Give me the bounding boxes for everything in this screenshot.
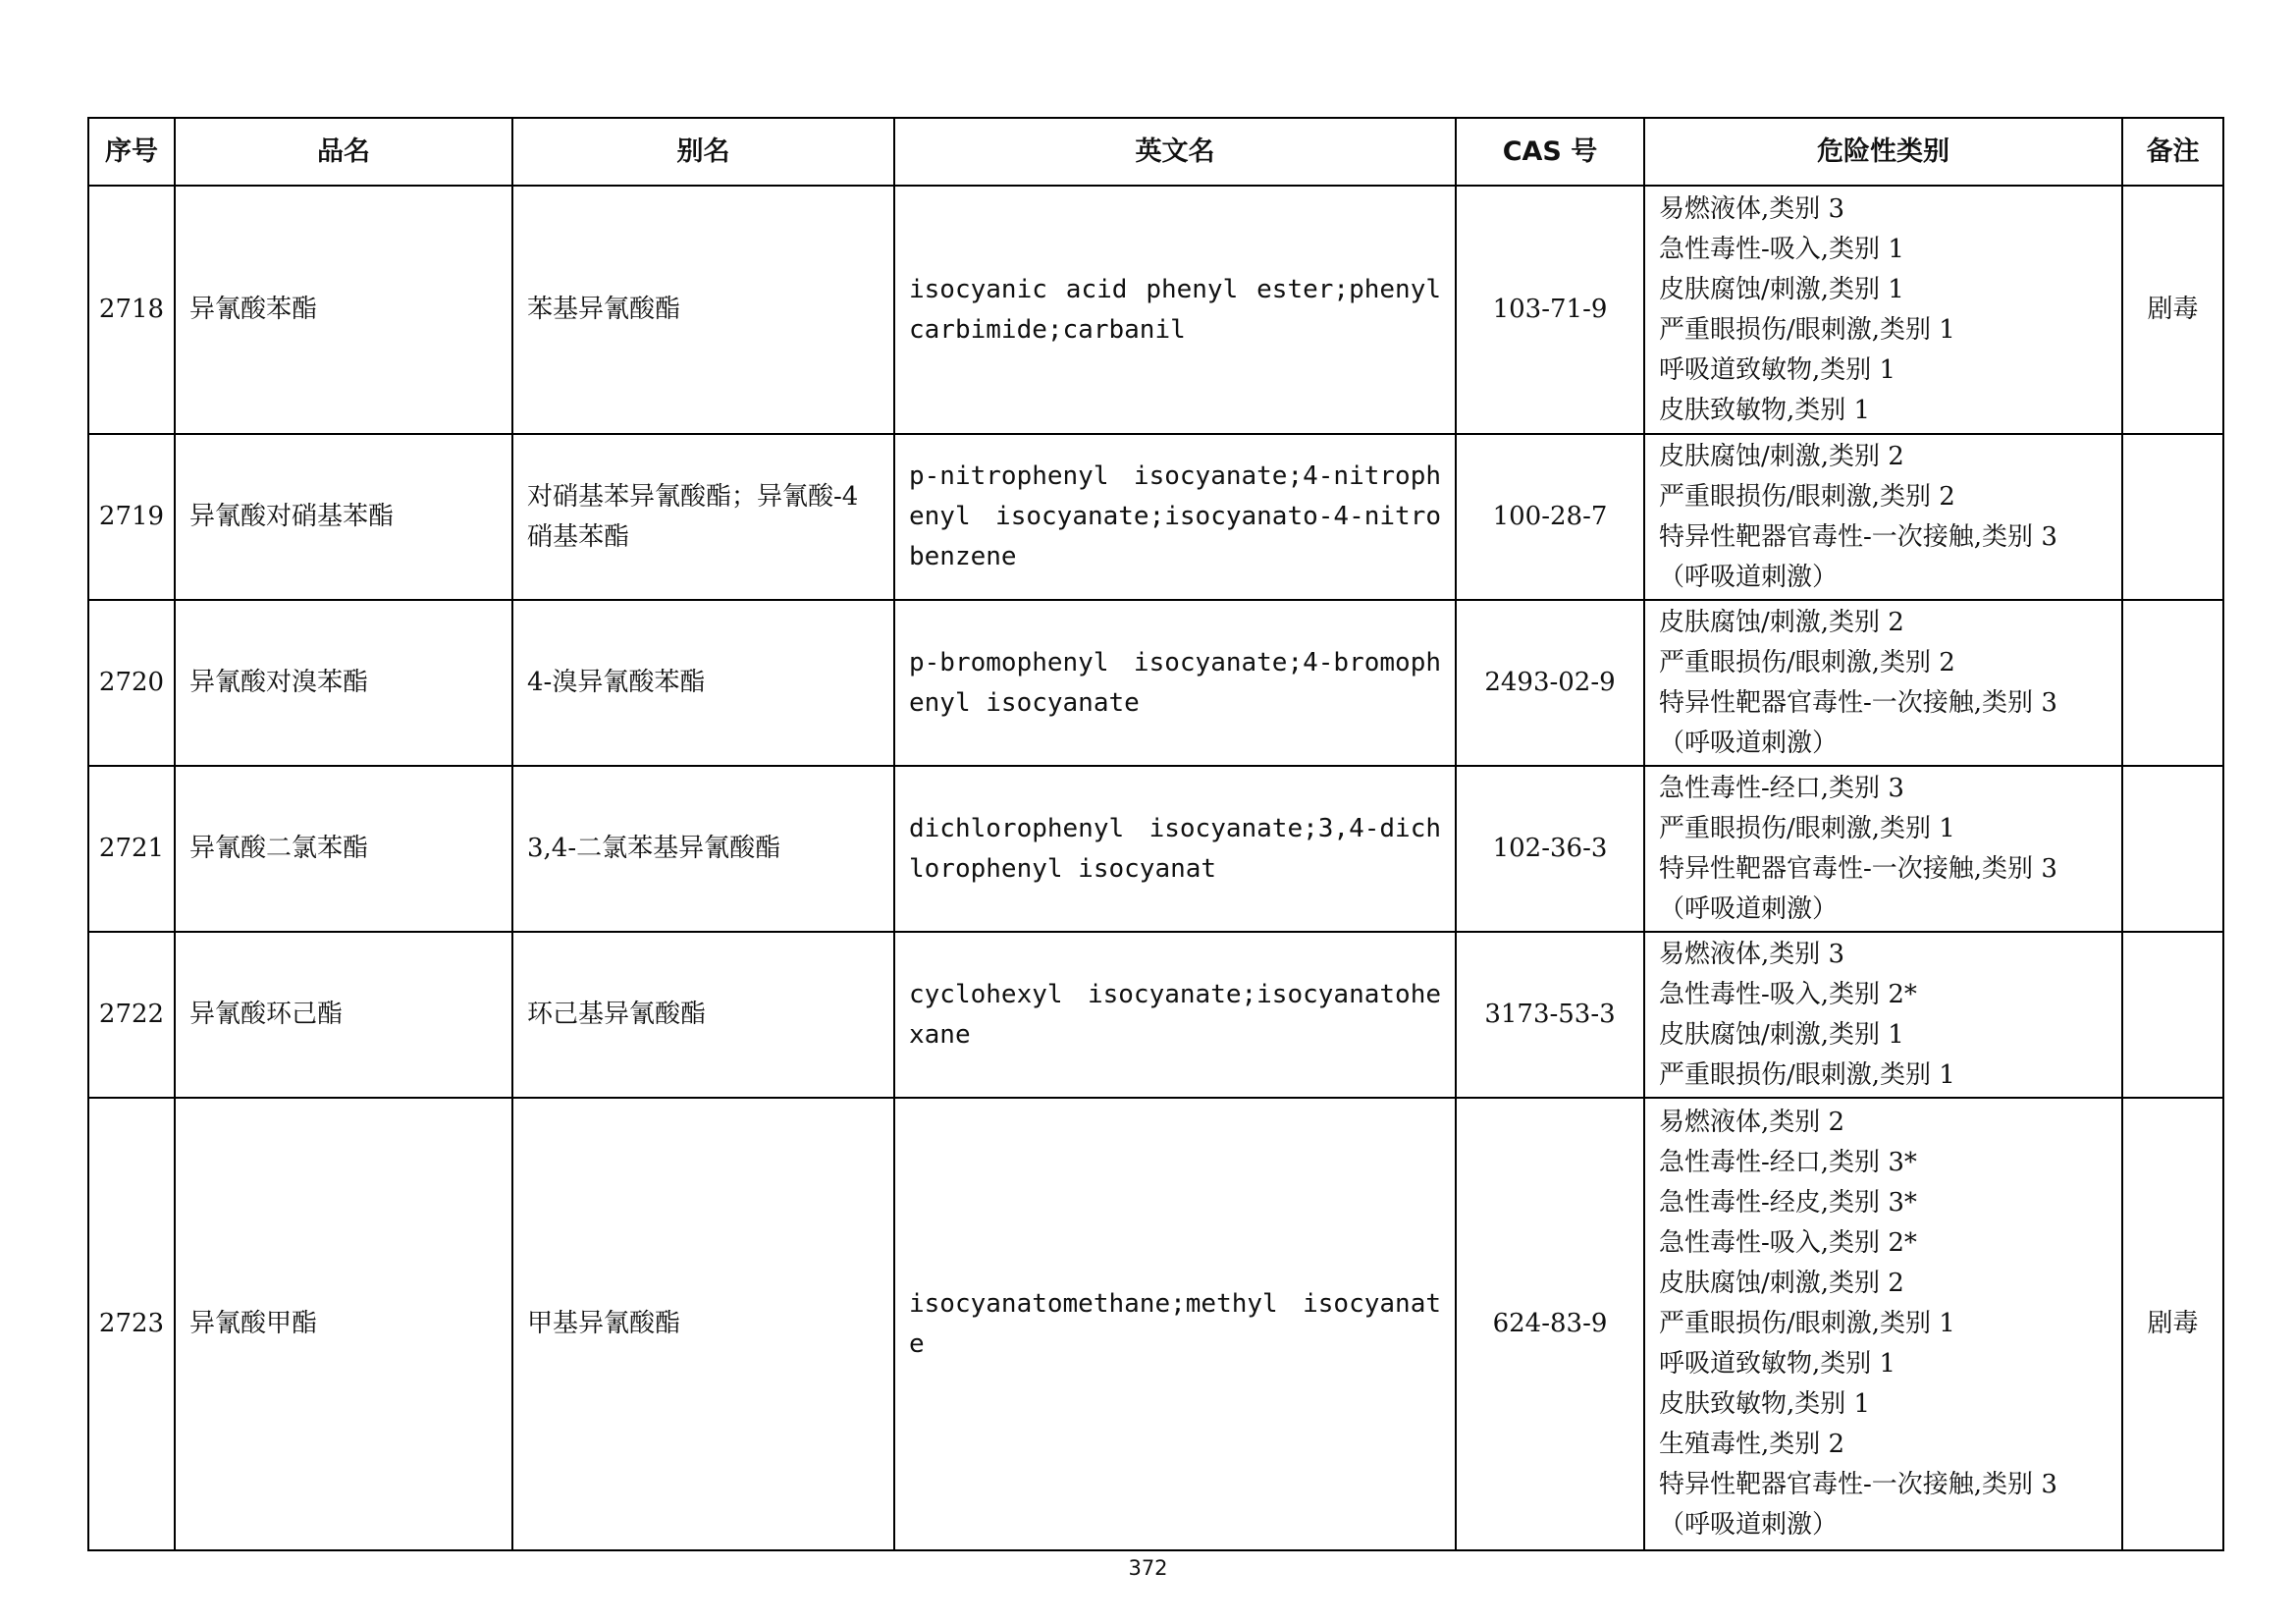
cell-note: 剧毒 [2122, 1098, 2223, 1550]
cell-name: 异氰酸环己酯 [175, 932, 512, 1098]
header-no: 序号 [88, 118, 175, 186]
table-row [88, 600, 2223, 766]
hazard-line: 严重眼损伤/眼刺激,类别 2 [1659, 647, 1955, 677]
cell-hazard-class [1644, 600, 2122, 766]
table-row [88, 766, 2223, 932]
hazard-line: （呼吸道刺激） [1659, 562, 1839, 592]
hazard-line: 特异性靶器官毒性-一次接触,类别 3 [1659, 853, 2057, 884]
hazard-line: 特异性靶器官毒性-一次接触,类别 3 [1659, 521, 2057, 552]
hazard-line: 急性毒性-吸入,类别 2* [1659, 979, 1917, 1009]
header-english-name: 英文名 [894, 118, 1456, 186]
cell-note [2122, 434, 2223, 600]
header-hazard-class: 危险性类别 [1644, 118, 2122, 186]
table-row [88, 186, 2223, 434]
table-row [88, 932, 2223, 1098]
cell-no: 2722 [88, 932, 175, 1098]
header-alias: 别名 [512, 118, 894, 186]
hazard-line: 易燃液体,类别 3 [1659, 939, 1845, 969]
hazard-line: 急性毒性-经口,类别 3 [1659, 773, 1904, 803]
table-row [88, 434, 2223, 600]
cell-alias: 苯基异氰酸酯 [512, 186, 894, 434]
header-cas: CAS 号 [1456, 118, 1644, 186]
hazard-line: 皮肤腐蚀/刺激,类别 2 [1659, 441, 1904, 471]
hazard-line: 严重眼损伤/眼刺激,类别 2 [1659, 481, 1955, 512]
header-name: 品名 [175, 118, 512, 186]
hazard-line: 皮肤致敏物,类别 1 [1659, 1389, 1871, 1419]
cell-hazard-class [1644, 932, 2122, 1098]
hazard-line: （呼吸道刺激） [1659, 1510, 1839, 1540]
cell-hazard-class [1644, 1098, 2122, 1550]
hazard-line: 特异性靶器官毒性-一次接触,类别 3 [1659, 687, 2057, 718]
cell-name: 异氰酸二氯苯酯 [175, 766, 512, 932]
hazard-line: 皮肤腐蚀/刺激,类别 2 [1659, 1269, 1904, 1298]
cell-english-name: isocyanic acid phenyl ester;phenylcarbimide;carbanil [894, 186, 1456, 434]
cell-no: 2719 [88, 434, 175, 600]
table-row [88, 1098, 2223, 1550]
header-note: 备注 [2122, 118, 2223, 186]
hazard-line: （呼吸道刺激） [1659, 893, 1839, 924]
cell-hazard-class [1644, 766, 2122, 932]
cell-alias: 3,4-二氯苯基异氰酸酯 [512, 766, 894, 932]
cell-note: 剧毒 [2122, 186, 2223, 434]
hazard-line: 严重眼损伤/眼刺激,类别 1 [1659, 813, 1955, 843]
hazard-line: 急性毒性-经口,类别 3* [1659, 1148, 1917, 1177]
cell-cas: 103-71-9 [1456, 186, 1644, 434]
hazard-line: 急性毒性-经皮,类别 3* [1659, 1188, 1917, 1218]
hazard-line: 严重眼损伤/眼刺激,类别 1 [1659, 1059, 1955, 1090]
cell-name: 异氰酸甲酯 [175, 1098, 512, 1550]
hazard-line: 急性毒性-吸入,类别 1 [1659, 234, 1904, 264]
cell-name: 异氰酸苯酯 [175, 186, 512, 434]
hazard-line: 严重眼损伤/眼刺激,类别 1 [1659, 314, 1955, 345]
cell-alias: 环己基异氰酸酯 [512, 932, 894, 1098]
cell-cas: 624-83-9 [1456, 1098, 1644, 1550]
cell-hazard-class [1644, 186, 2122, 434]
table-body [88, 186, 2223, 1550]
hazard-line: 易燃液体,类别 3 [1659, 193, 1845, 224]
hazard-line: 特异性靶器官毒性-一次接触,类别 3 [1659, 1470, 2057, 1499]
hazard-line: 呼吸道致敏物,类别 1 [1659, 1349, 1896, 1379]
cell-no: 2718 [88, 186, 175, 434]
cell-english-name: p-bromophenyl isocyanate;4-bromophenyl isocyanate [894, 600, 1456, 766]
hazard-line: 皮肤腐蚀/刺激,类别 1 [1659, 1019, 1904, 1050]
hazard-line: 呼吸道致敏物,类别 1 [1659, 354, 1896, 385]
cell-name: 异氰酸对溴苯酯 [175, 600, 512, 766]
hazard-line: 生殖毒性,类别 2 [1659, 1430, 1845, 1459]
cell-cas: 102-36-3 [1456, 766, 1644, 932]
hazard-line: 严重眼损伤/眼刺激,类别 1 [1659, 1309, 1955, 1338]
chemical-table [87, 117, 2224, 1551]
hazard-line: 皮肤腐蚀/刺激,类别 1 [1659, 274, 1904, 304]
table-header [88, 118, 2223, 186]
hazard-line: 急性毒性-吸入,类别 2* [1659, 1228, 1917, 1258]
cell-english-name: cyclohexyl isocyanate;isocyanatohexane [894, 932, 1456, 1098]
cell-cas: 100-28-7 [1456, 434, 1644, 600]
cell-english-name: isocyanatomethane;methyl isocyanate [894, 1098, 1456, 1550]
hazard-line: 皮肤致敏物,类别 1 [1659, 395, 1871, 425]
header-row [88, 118, 2223, 186]
cell-english-name: p-nitrophenyl isocyanate;4-nitrophenyl isocyanate;isocyanato-4-nitrobenzene [894, 434, 1456, 600]
hazard-line: 易燃液体,类别 2 [1659, 1108, 1845, 1137]
cell-note [2122, 766, 2223, 932]
hazard-line: （呼吸道刺激） [1659, 728, 1839, 758]
cell-no: 2720 [88, 600, 175, 766]
hazard-line: 皮肤腐蚀/刺激,类别 2 [1659, 607, 1904, 637]
cell-no: 2723 [88, 1098, 175, 1550]
cell-alias: 甲基异氰酸酯 [512, 1098, 894, 1550]
cell-note [2122, 600, 2223, 766]
cell-name: 异氰酸对硝基苯酯 [175, 434, 512, 600]
cell-note [2122, 932, 2223, 1098]
cell-no: 2721 [88, 766, 175, 932]
page-number: 372 [1128, 1556, 1168, 1580]
cell-english-name: dichlorophenyl isocyanate;3,4-dichlorophenyl isocyanat [894, 766, 1456, 932]
cell-cas: 3173-53-3 [1456, 932, 1644, 1098]
cell-cas: 2493-02-9 [1456, 600, 1644, 766]
cell-alias: 对硝基苯异氰酸酯；异氰酸-4硝基苯酯 [512, 434, 894, 600]
cell-alias: 4-溴异氰酸苯酯 [512, 600, 894, 766]
cell-hazard-class [1644, 434, 2122, 600]
